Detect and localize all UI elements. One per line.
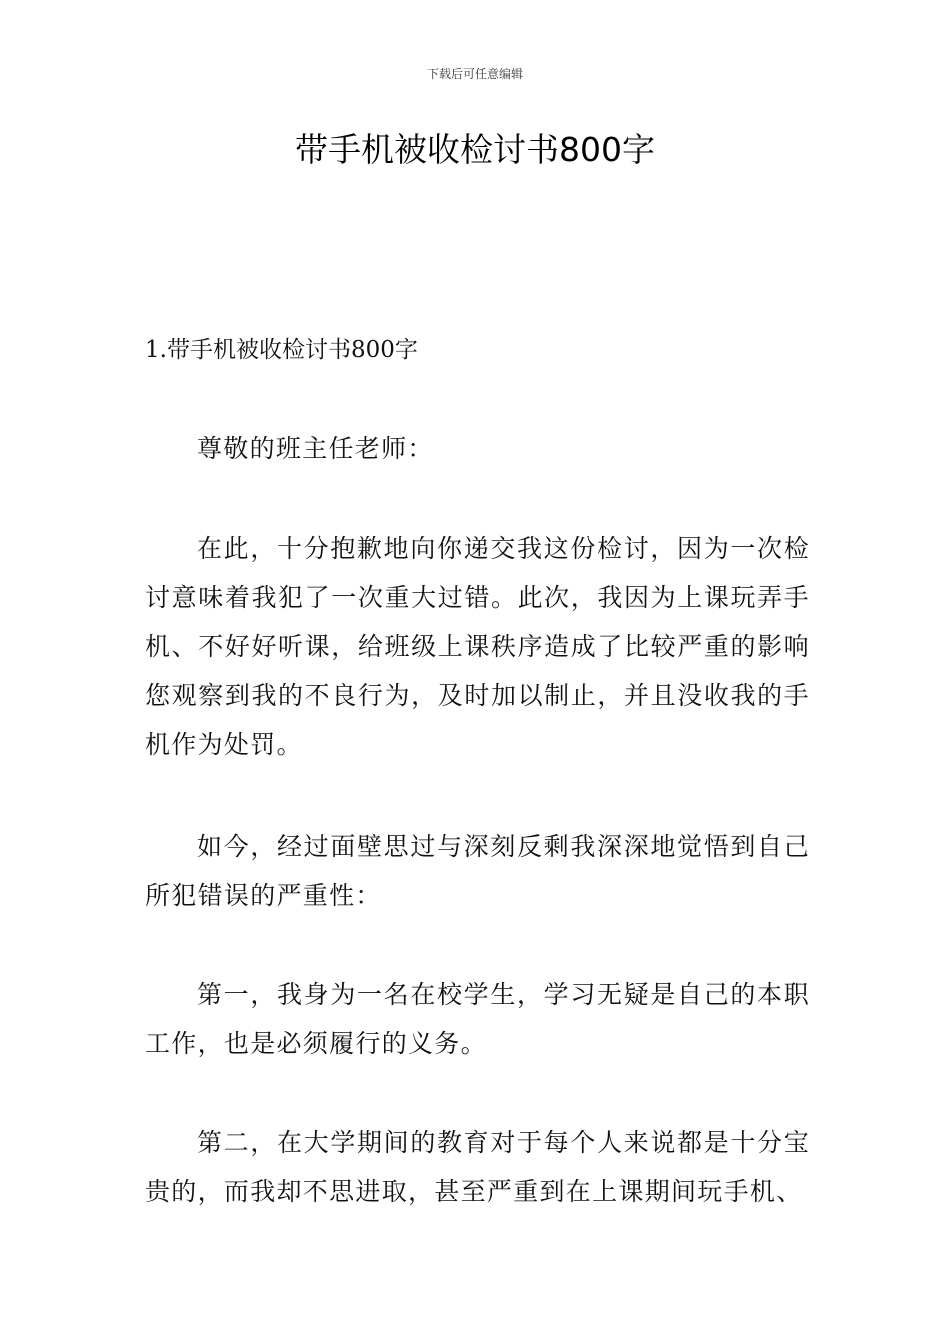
body-paragraph-4: 第二，在大学期间的教育对于每个人来说都是十分宝贵的，而我却不思进取，甚至严重到在上课期间玩手机、	[145, 1128, 810, 1206]
header-note: 下载后可任意编辑	[426, 67, 523, 81]
section-heading: 1.带手机被收检讨书800字	[145, 337, 418, 363]
salutation: 尊敬的班主任老师：	[197, 434, 434, 463]
document-title: 带手机被收检讨书800字	[295, 130, 655, 169]
body-paragraph-1: 在此，十分抱歉地向你递交我这份检讨，因为一次检讨意味着我犯了一次重大过错。此次，我因为上课玩弄手机、不好好听课，给班级上课秩序造成了比较严重的影响您观察到我的不良行为，及时加以制止，并且没收我的手机作为处罚。	[145, 534, 810, 759]
body-paragraph-3: 第一，我身为一名在校学生，学习无疑是自己的本职工作，也是必须履行的义务。	[145, 980, 810, 1058]
body-paragraph-2: 如今，经过面壁思过与深刻反剩我深深地觉悟到自己所犯错误的严重性：	[145, 832, 810, 910]
